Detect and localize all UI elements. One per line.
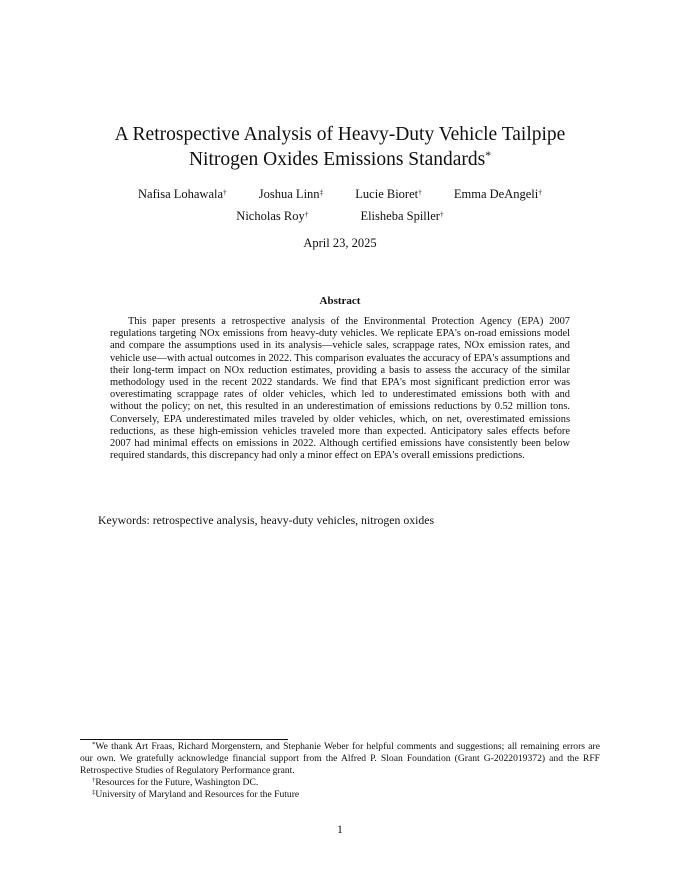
author-name: Elisheba Spiller (360, 209, 440, 223)
footnote-mark: * (92, 740, 96, 748)
author-list-row-1 (60, 187, 620, 202)
author (138, 187, 227, 202)
title-line-1: A Retrospective Analysis of Heavy-Duty Vehicle Tailpipe (114, 124, 566, 145)
author-affiliation-mark: † (439, 209, 444, 219)
author-affiliation-mark: † (223, 187, 227, 197)
author-name: Nafisa Lohawala (138, 187, 224, 201)
footnote-text: We thank Art Fraas, Richard Morgenstern, and Stephanie Weber for helpful comments and suggestions; all remaining errors are our own. We gratefully acknowledge financial support from the Alfred P. Sloan Foundation (Grant G-2022019372) and the RFF Retrospective Studies of Regulatory Performance grant. (80, 741, 600, 776)
page-number: 1 (337, 822, 343, 836)
author-name: Joshua Linn (258, 187, 320, 201)
footnote-mark: ‡ (92, 788, 96, 796)
title-line-2 (60, 147, 620, 172)
footnote-text: Resources for the Future, Washington DC. (95, 777, 259, 788)
author (360, 209, 443, 224)
author (236, 209, 308, 224)
author-name: Emma DeAngeli (453, 187, 539, 201)
author-name: Nicholas Roy (236, 209, 305, 223)
paper-title (60, 122, 620, 172)
keywords: Keywords: retrospective analysis, heavy-duty vehicles, nitrogen oxides (98, 513, 435, 527)
footnote-mark: † (92, 776, 96, 784)
title-line-2-text: Nitrogen Oxides Emissions Standards (188, 149, 486, 170)
abstract-heading: Abstract (319, 295, 361, 307)
footnote (80, 741, 600, 777)
author (454, 187, 542, 202)
publication-date: April 23, 2025 (303, 236, 377, 250)
footnote (80, 789, 600, 801)
footnote (80, 777, 600, 789)
author-affiliation-mark: † (304, 209, 309, 219)
author-affiliation-mark: ‡ (319, 187, 324, 197)
author (355, 187, 422, 202)
footnote-text: University of Maryland and Resources for the Future (95, 789, 300, 800)
author-affiliation-mark: † (538, 187, 542, 197)
author (259, 187, 324, 202)
title-footnote-mark: * (485, 149, 492, 163)
author-list-row-2 (60, 209, 620, 224)
author-name: Lucie Bioret (355, 187, 419, 201)
abstract-text: This paper presents a retrospective analysis of the Environmental Protection Agency (EPA) 2007 regulations targeting NOx emissions from heavy-duty vehicles. We replicate EPA's on-road emissions model and compare the assumptions used in its analysis—vehicle sales, scrappage rates, NOx emission rates, and vehicle use—with actual outcomes in 2022. This comparison evaluates the accuracy of EPA's assumptions and their long-term impact on NOx reduction estimates, providing a basis to assess the accuracy of the similar methodology used in the recent 2022 standards. We find that EPA's most significant prediction error was overestimating scrappage rates of older vehicles, which led to underestimated emissions both with and without the policy; on net, this resulted in an underestimation of emissions reductions by 0.52 million tons. Conversely, EPA underestimated miles traveled by older vehicles, which, on net, overestimated emissions reductions, as these high-emission vehicles traveled more than expected. Anticipatory sales effects before 2007 had minimal effects on emissions in 2022. Although certified emissions have consistently been below required standards, this discrepancy had only a minor effect on EPA's overall emissions predictions. (110, 316, 570, 462)
footnotes (80, 741, 600, 801)
author-affiliation-mark: † (418, 187, 422, 197)
footnote-divider (80, 739, 288, 740)
